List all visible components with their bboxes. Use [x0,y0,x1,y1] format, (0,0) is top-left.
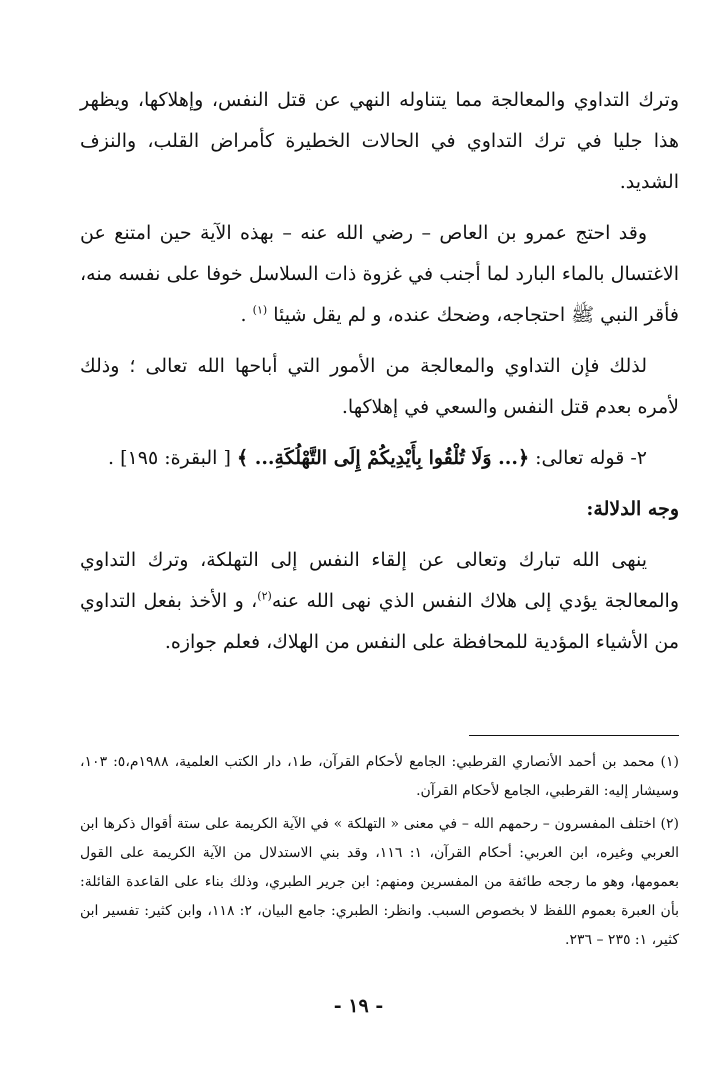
section-heading: وجه الدلالة: [586,498,679,520]
paragraph-2 [80,213,679,336]
footnote-ref-2[interactable]: (٢) [257,589,272,603]
paragraph-2-end: . [240,304,253,326]
verse-prefix: ٢- قوله تعالى: [529,447,647,469]
footnote-1: (١) محمد بن أحمد الأنصاري القرطبي: الجامع لأحكام القرآن، ط١، دار الكتب العلمية، ١٩٨٨م،٥: ١٠٣، وسيشار إليه: القرطبي، الجامع لأحكام القرآن. [80,754,679,799]
footnotes [80,748,679,959]
paragraph-2-text: وقد احتج عمرو بن العاص – رضي الله عنه – بهذه الآية حين امتنع عن الاغتسال بالماء البارد لما أجنب في غزوة ذات السلاسل خوفا على نفسه منه، فأقر النبي ﷺ احتجاجه، وضحك عنده، و لم يقل شيئا [80,222,679,326]
page-number: - ١٩ - [333,995,384,1017]
footnote-2: (٢) اختلف المفسرون – رحمهم الله – في معنى « التهلكة » في الآية الكريمة على ستة أقوال ذكرها ابن العربي وغيره، ابن العربي: أحكام القرآن، ١: ١١٦، وقد بني الاستدلال من الآية الكريمة على القول بعمومها، وهو ما رجحه طائفة من المفسرين ومنهم: ابن جرير الطبري، وذلك بناء على القاعدة القائلة: بأن العبرة بعموم اللفظ لا بخصوص السبب. وانظر: الطبري: جامع البيان، ٢: ١١٨، وابن كثير: تفسير ابن كثير، ١: ٢٣٥ – ٢٣٦. [80,816,679,948]
quran-verse: ﴿... وَلَا تُلْقُوا بِأَيْدِيكُمْ إِلَى التَّهْلُكَةِ... ﴾ [236,447,530,469]
paragraph-4 [80,540,679,663]
verse-reference: [ البقرة: ١٩٥] . [108,447,237,469]
main-text [80,80,679,673]
paragraph-4-text-b: ، و الأخذ بفعل التداوي من الأشياء المؤدية للمحافظة على النفس من الهلاك، فعلم جوازه. [80,590,679,653]
footnote-divider [469,735,679,736]
paragraph-3: لذلك فإن التداوي والمعالجة من الأمور التي أباحها الله تعالى ؛ وذلك لأمره بعدم قتل النفس والسعي في إهلاكها. [80,355,679,418]
verse-line [80,438,679,479]
paragraph-4-text-a: ينهى الله تبارك وتعالى عن إلقاء النفس إلى التهلكة، وترك التداوي والمعالجة يؤدي إلى هلاك النفس الذي نهى الله عنه [80,549,680,612]
paragraph-1: وترك التداوي والمعالجة مما يتناوله النهي عن قتل النفس، وإهلاكها، ويظهر هذا جليا في ترك التداوي في الحالات الخطيرة كأمراض القلب، والنزف الشديد. [80,89,679,193]
footnote-ref-1[interactable]: (١) [252,303,268,317]
